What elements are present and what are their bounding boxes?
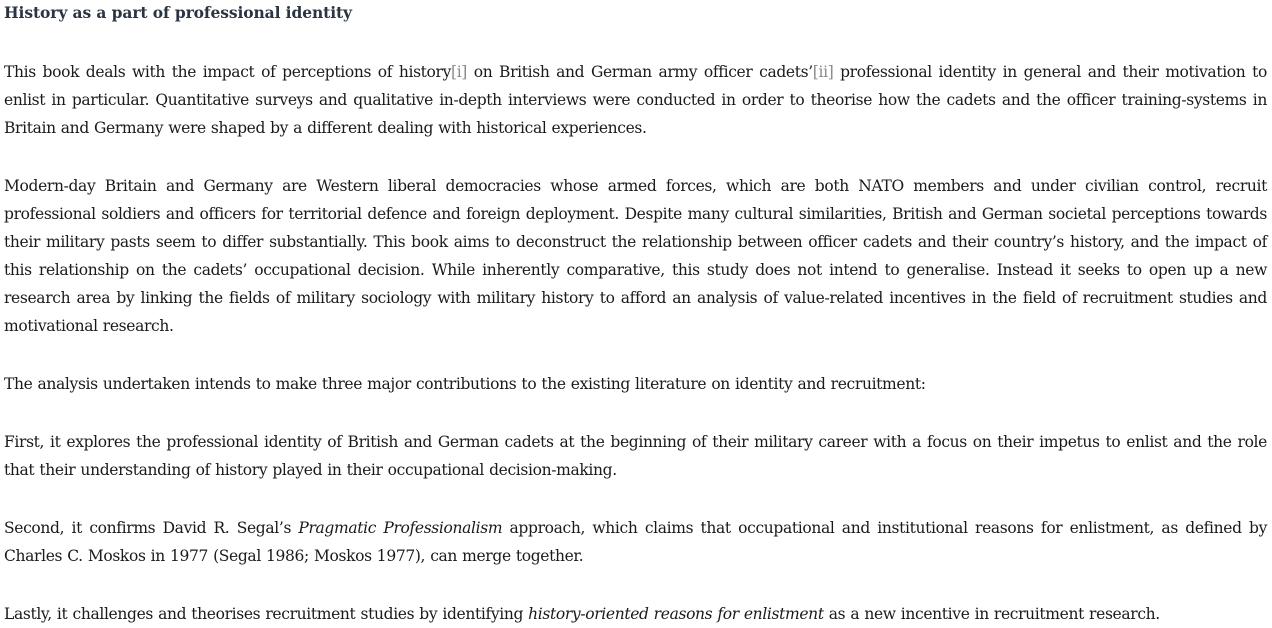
paragraph-third-contribution bbox=[4, 600, 1267, 628]
paragraph-text: This book deals with the impact of perceptions of history bbox=[4, 63, 451, 81]
section-heading: History as a part of professional identity bbox=[4, 3, 352, 22]
footnote-link-ii[interactable]: [ii] bbox=[812, 63, 834, 81]
emphasis-term: history-oriented reasons for enlistment bbox=[528, 605, 824, 623]
paragraph-context: Modern-day Britain and Germany are Western liberal democracies whose armed forces, which are both NATO members and under civilian control, recruit professional soldiers and officers for territorial defence and foreign deployment. Despite many cultural similarities, British and German societal perceptions towards their military pasts seem to differ substantially. This book aims to deconstruct the relationship between officer cadets and their country’s history, and the impact of this relationship on the cadets’ occupational decision. While inherently comparative, this study does not intend to generalise. Instead it seeks to open up a new research area by linking the fields of military sociology with military history to afford an analysis of value-related incentives in the field of recruitment studies and motivational research. bbox=[4, 177, 1267, 335]
paragraph-first-contribution: First, it explores the professional identity of British and German cadets at the beginning of their military career with a focus on their impetus to enlist and the role that their understanding of history played in their occupational decision-making. bbox=[4, 433, 1267, 479]
paragraph-text: approach, which claims that occupational and institutional reasons for enlistment, as defined by Charles C. Moskos in 1977 (Segal 1986; Moskos 1977), can merge together. bbox=[4, 519, 1267, 565]
footnote-link-i[interactable]: [i] bbox=[451, 63, 468, 81]
emphasis-term: Pragmatic Professionalism bbox=[298, 519, 503, 537]
paragraph-text: as a new incentive in recruitment research. bbox=[823, 605, 1160, 623]
paragraph-contributions-intro: The analysis undertaken intends to make three major contributions to the existing literature on identity and recruitment: bbox=[4, 375, 926, 393]
paragraph-text: Second, it confirms David R. Segal’s bbox=[4, 519, 299, 537]
paragraph-intro bbox=[4, 58, 1267, 142]
paragraph-text: professional identity in general and their motivation to enlist in particular. Quantitative surveys and qualitative in-depth interviews were conducted in order to theorise how the cadets and the officer training-systems in Britain and Germany were shaped by a different dealing with historical experiences. bbox=[4, 63, 1267, 137]
paragraph-text: Lastly, it challenges and theorises recruitment studies by identifying bbox=[4, 605, 529, 623]
paragraph-second-contribution bbox=[4, 514, 1267, 570]
paragraph-text: on British and German army officer cadets’ bbox=[467, 63, 813, 81]
